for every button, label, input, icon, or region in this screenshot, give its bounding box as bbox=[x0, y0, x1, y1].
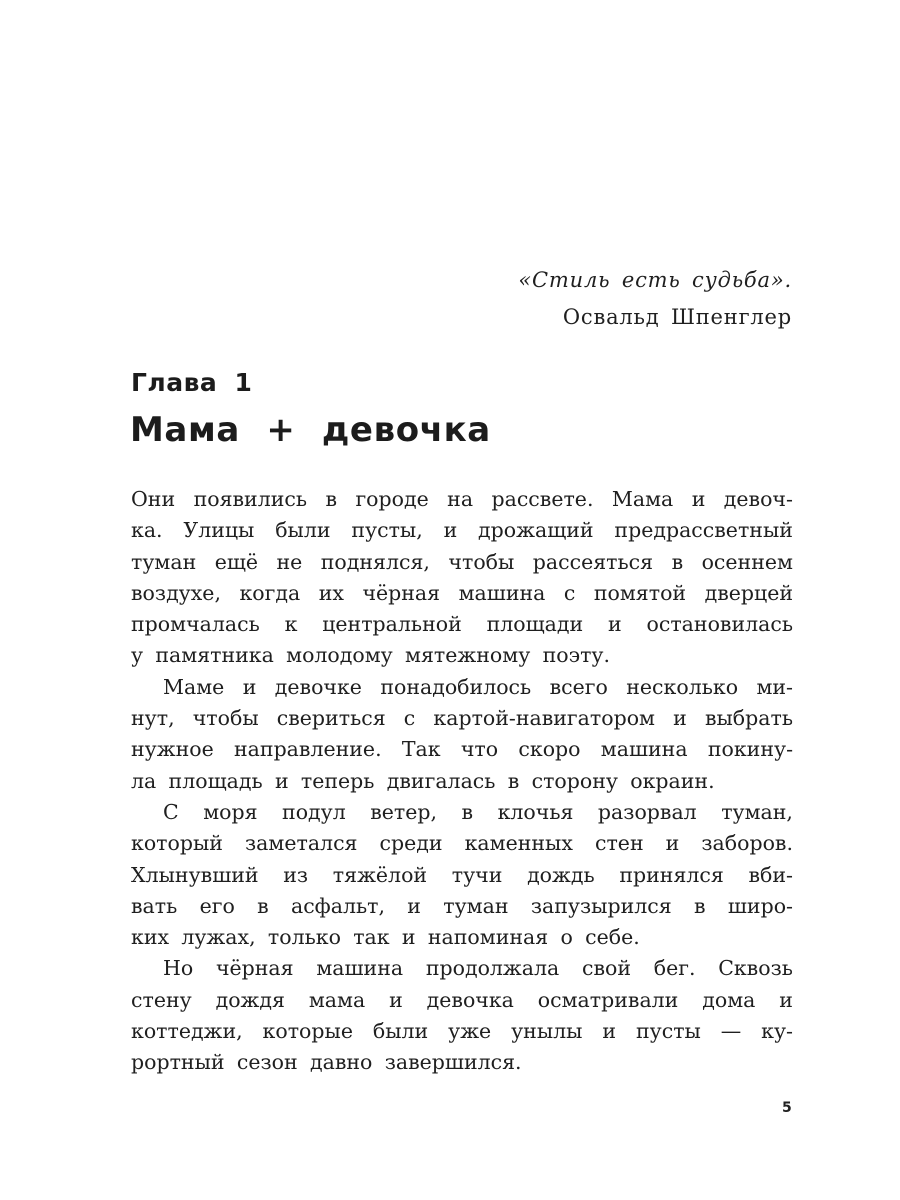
text-line: вать его в асфальт, и туман запузырился в широ- bbox=[131, 893, 793, 918]
text-line: стену дождя мама и девочка осматривали дома и bbox=[131, 987, 793, 1012]
paragraph bbox=[131, 797, 793, 953]
text-line: ка. Улицы были пусты, и дрожащий предрассветный bbox=[131, 518, 793, 543]
text-line: у памятника молодому мятежному поэту. bbox=[131, 643, 610, 668]
text-line: Хлынувший из тяжёлой тучи дождь принялся вби- bbox=[131, 862, 793, 887]
text-line: ких лужах, только так и напоминая о себе. bbox=[131, 925, 640, 950]
paragraph bbox=[131, 953, 793, 1078]
text-line: Маме и девочке понадобилось всего несколько ми- bbox=[163, 674, 793, 699]
text-line: нужное направление. Так что скоро машина покину- bbox=[131, 737, 793, 762]
chapter-body bbox=[131, 484, 793, 1079]
epigraph-author: Освальд Шпенглер bbox=[562, 305, 792, 329]
paragraph bbox=[131, 672, 793, 797]
chapter-title: Мама + девочка bbox=[130, 410, 491, 450]
text-line: туман ещё не поднялся, чтобы рассеяться в осеннем bbox=[131, 549, 793, 574]
epigraph bbox=[518, 262, 792, 336]
paragraph bbox=[131, 484, 793, 672]
text-line: воздухе, когда их чёрная машина с помятой дверцей bbox=[131, 580, 793, 605]
text-line: который заметался среди каменных стен и заборов. bbox=[131, 831, 793, 856]
text-line: С моря подул ветер, в клочья разорвал туман, bbox=[163, 799, 793, 824]
epigraph-quote: «Стиль есть судьба». bbox=[518, 268, 792, 292]
text-line: нут, чтобы свериться с картой-навигатором и выбрать bbox=[131, 706, 793, 731]
text-line: Они появились в городе на рассвете. Мама и девоч- bbox=[131, 487, 793, 511]
text-line: рортный сезон давно завершился. bbox=[131, 1050, 522, 1075]
text-line: коттеджи, которые были уже унылы и пусты — ку- bbox=[131, 1019, 793, 1044]
text-line: Но чёрная машина продолжала свой бег. Сквозь bbox=[163, 956, 793, 981]
page-number: 5 bbox=[782, 1100, 792, 1116]
text-line: промчалась к центральной площади и остановилась bbox=[131, 612, 793, 637]
text-line: ла площадь и теперь двигалась в сторону окраин. bbox=[131, 768, 715, 793]
chapter-number: Глава 1 bbox=[131, 368, 253, 397]
